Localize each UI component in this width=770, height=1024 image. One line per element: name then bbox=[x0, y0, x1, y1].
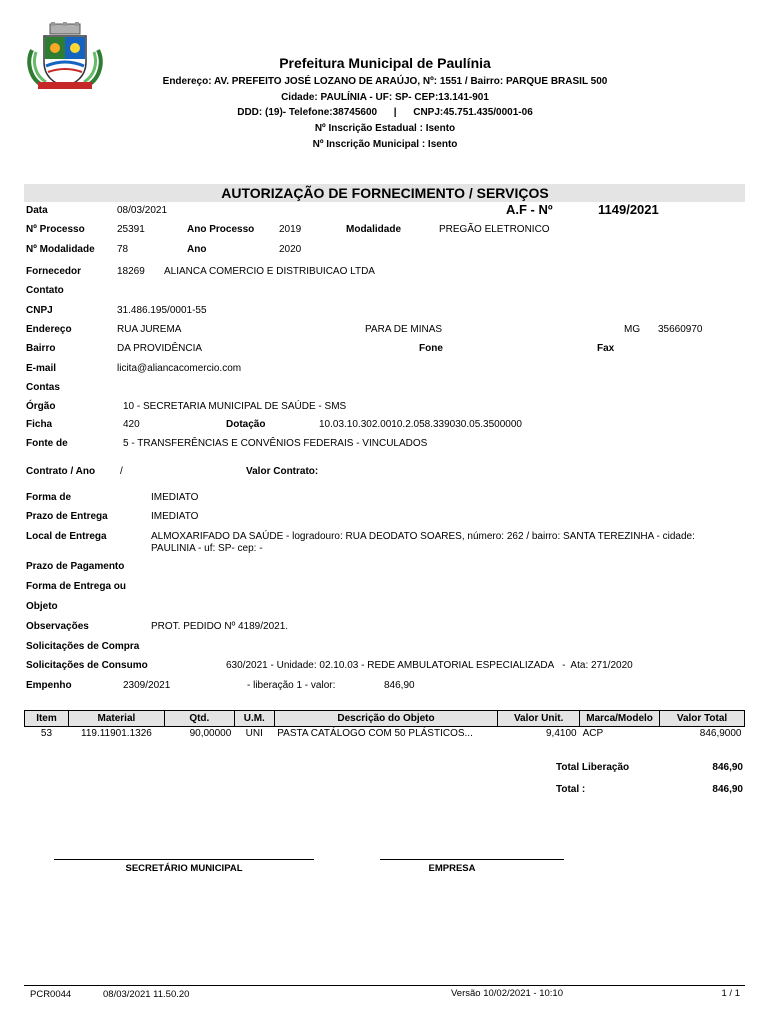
signature-secretario: SECRETÁRIO MUNICIPAL bbox=[125, 863, 243, 874]
municipality-title: Prefeitura Municipal de Paulínia bbox=[279, 55, 491, 71]
document-title: AUTORIZAÇÃO DE FORNECIMENTO / SERVIÇOS bbox=[221, 185, 549, 201]
label-modalidade: Modalidade bbox=[346, 224, 402, 235]
label-cnpj: CNPJ bbox=[26, 305, 53, 316]
value-contrato: / bbox=[120, 466, 123, 477]
items-table bbox=[24, 710, 745, 740]
value-cep: 35660970 bbox=[658, 324, 703, 335]
value-total-liberacao: 846,90 bbox=[712, 762, 743, 773]
label-total: Total : bbox=[556, 784, 586, 795]
label-contato: Contato bbox=[26, 285, 64, 296]
value-local-entrega-line1: ALMOXARIFADO DA SAÚDE - logradouro: RUA DEODATO SOARES, número: 262 / bairro: SANTA TEREZINHA - cidade: bbox=[151, 531, 695, 542]
value-dotacao: 10.03.10.302.0010.2.058.339030.05.3500000 bbox=[319, 419, 522, 430]
value-bairro: DA PROVIDÊNCIA bbox=[117, 343, 203, 354]
cell-item: 53 bbox=[40, 728, 53, 739]
value-uf: MG bbox=[624, 324, 641, 335]
value-n-modalidade: 78 bbox=[117, 244, 129, 255]
value-liberacao-valor: 846,90 bbox=[384, 680, 415, 691]
cell-qtd: 90,00000 bbox=[189, 728, 232, 739]
header-address: Endereço: AV. PREFEITO JOSÉ LOZANO DE ARAÚJO, Nº: 1551 / Bairro: PARQUE BRASIL 500 bbox=[162, 76, 608, 87]
label-empenho: Empenho bbox=[26, 680, 72, 691]
col-header-item: Item bbox=[25, 711, 69, 727]
label-dotacao: Dotação bbox=[226, 419, 266, 430]
value-fornecedor-name: ALIANCA COMERCIO E DISTRIBUICAO LTDA bbox=[164, 266, 375, 277]
value-orgao: 10 - SECRETARIA MUNICIPAL DE SAÚDE - SMS bbox=[123, 401, 347, 412]
footer-page: 1 / 1 bbox=[721, 988, 740, 999]
col-header-valor-total: Valor Total bbox=[660, 711, 745, 727]
label-prazo-entrega: Prazo de Entrega bbox=[26, 511, 108, 522]
footer-datetime: 08/03/2021 11.50.20 bbox=[103, 989, 190, 1000]
label-forma-entrega: Forma de Entrega ou bbox=[26, 581, 127, 592]
col-header-descricao: Descrição do Objeto bbox=[274, 711, 498, 727]
label-ano: Ano bbox=[187, 244, 207, 255]
footer-divider bbox=[24, 985, 745, 986]
label-ano-processo: Ano Processo bbox=[187, 224, 255, 235]
value-fornecedor-code: 18269 bbox=[117, 266, 145, 277]
label-endereco: Endereço bbox=[26, 324, 72, 335]
label-forma: Forma de bbox=[26, 492, 72, 503]
label-contrato: Contrato / Ano bbox=[26, 466, 96, 477]
table-header-row bbox=[25, 711, 745, 727]
value-cidade: PARA DE MINAS bbox=[365, 324, 443, 335]
col-header-material: Material bbox=[68, 711, 164, 727]
col-header-valor-unit: Valor Unit. bbox=[498, 711, 580, 727]
header-city-registration: Nº Inscrição Municipal : Isento bbox=[312, 139, 458, 150]
value-email: licita@aliancacomercio.com bbox=[117, 363, 242, 374]
value-liberacao: - liberação 1 - valor: bbox=[247, 680, 336, 691]
label-email: E-mail bbox=[26, 363, 57, 374]
label-fone: Fone bbox=[419, 343, 443, 354]
label-processo: Nº Processo bbox=[26, 224, 85, 235]
cell-material: 119.11901.1326 bbox=[81, 728, 152, 739]
cell-descricao: PASTA CATÁLOGO COM 50 PLÁSTICOS... bbox=[277, 728, 473, 739]
table-row bbox=[25, 727, 745, 741]
signature-empresa: EMPRESA bbox=[428, 863, 476, 874]
header-state-registration: Nº Inscrição Estadual : Isento bbox=[314, 123, 456, 134]
col-header-um: U.M. bbox=[234, 711, 274, 727]
label-local-entrega: Local de Entrega bbox=[26, 531, 107, 542]
label-observacoes: Observações bbox=[26, 621, 89, 632]
footer-version: Versão 10/02/2021 - 10:10 bbox=[451, 988, 563, 999]
value-ano: 2020 bbox=[279, 244, 302, 255]
value-empenho: 2309/2021 bbox=[123, 680, 171, 691]
col-header-marca-modelo: Marca/Modelo bbox=[580, 711, 660, 727]
cell-valor-unit: 9,4100 bbox=[546, 728, 577, 739]
label-solicitacoes-compra: Solicitações de Compra bbox=[26, 641, 140, 652]
value-cnpj: 31.486.195/0001-55 bbox=[117, 305, 207, 316]
label-solicitacoes-consumo: Solicitações de Consumo bbox=[26, 660, 148, 671]
value-solicitacoes-consumo: 630/2021 - Unidade: 02.10.03 - REDE AMBULATORIAL ESPECIALIZADA - Ata: 271/2020 bbox=[226, 660, 633, 671]
signature-line-secretario bbox=[54, 859, 314, 860]
cell-marca-modelo: ACP bbox=[582, 728, 604, 739]
value-total: 846,90 bbox=[712, 784, 743, 795]
value-endereco: RUA JUREMA bbox=[117, 324, 182, 335]
label-orgao: Órgão bbox=[26, 401, 56, 412]
label-data: Data bbox=[26, 205, 48, 216]
value-fonte: 5 - TRANSFERÊNCIAS E CONVÊNIOS FEDERAIS - VINCULADOS bbox=[123, 438, 428, 449]
header-phone: DDD: (19)- Telefone:38745600 | CNPJ:45.751.435/0001-06 bbox=[237, 107, 533, 118]
label-fax: Fax bbox=[597, 343, 615, 354]
label-total-liberacao: Total Liberação bbox=[556, 762, 630, 773]
value-local-entrega-line2: PAULINIA - uf: SP- cep: - bbox=[151, 543, 263, 554]
value-processo: 25391 bbox=[117, 224, 145, 235]
label-fonte: Fonte de bbox=[26, 438, 68, 449]
cell-valor-total: 846,9000 bbox=[699, 728, 742, 739]
value-ano-processo: 2019 bbox=[279, 224, 302, 235]
cell-um: UNI bbox=[245, 728, 263, 739]
label-n-modalidade: Nº Modalidade bbox=[26, 244, 95, 255]
col-header-qtd: Qtd. bbox=[164, 711, 234, 727]
value-observacoes: PROT. PEDIDO Nº 4189/2021. bbox=[151, 621, 289, 632]
value-prazo-entrega: IMEDIATO bbox=[151, 511, 199, 522]
footer-code: PCR0044 bbox=[30, 989, 72, 1000]
label-objeto: Objeto bbox=[26, 601, 58, 612]
value-ficha: 420 bbox=[123, 419, 140, 430]
af-number: 1149/2021 bbox=[598, 202, 659, 217]
label-prazo-pagamento: Prazo de Pagamento bbox=[26, 561, 125, 572]
value-modalidade: PREGÃO ELETRONICO bbox=[439, 224, 550, 235]
af-label: A.F - Nº bbox=[506, 202, 553, 217]
label-bairro: Bairro bbox=[26, 343, 56, 354]
value-data: 08/03/2021 bbox=[117, 205, 168, 216]
label-ficha: Ficha bbox=[26, 419, 53, 430]
label-valor-contrato: Valor Contrato: bbox=[246, 466, 319, 477]
value-forma: IMEDIATO bbox=[151, 492, 199, 503]
label-contas: Contas bbox=[26, 382, 60, 393]
signature-line-empresa bbox=[380, 859, 564, 860]
label-fornecedor: Fornecedor bbox=[26, 266, 82, 277]
header-city: Cidade: PAULÍNIA - UF: SP- CEP:13.141-901 bbox=[281, 92, 489, 103]
